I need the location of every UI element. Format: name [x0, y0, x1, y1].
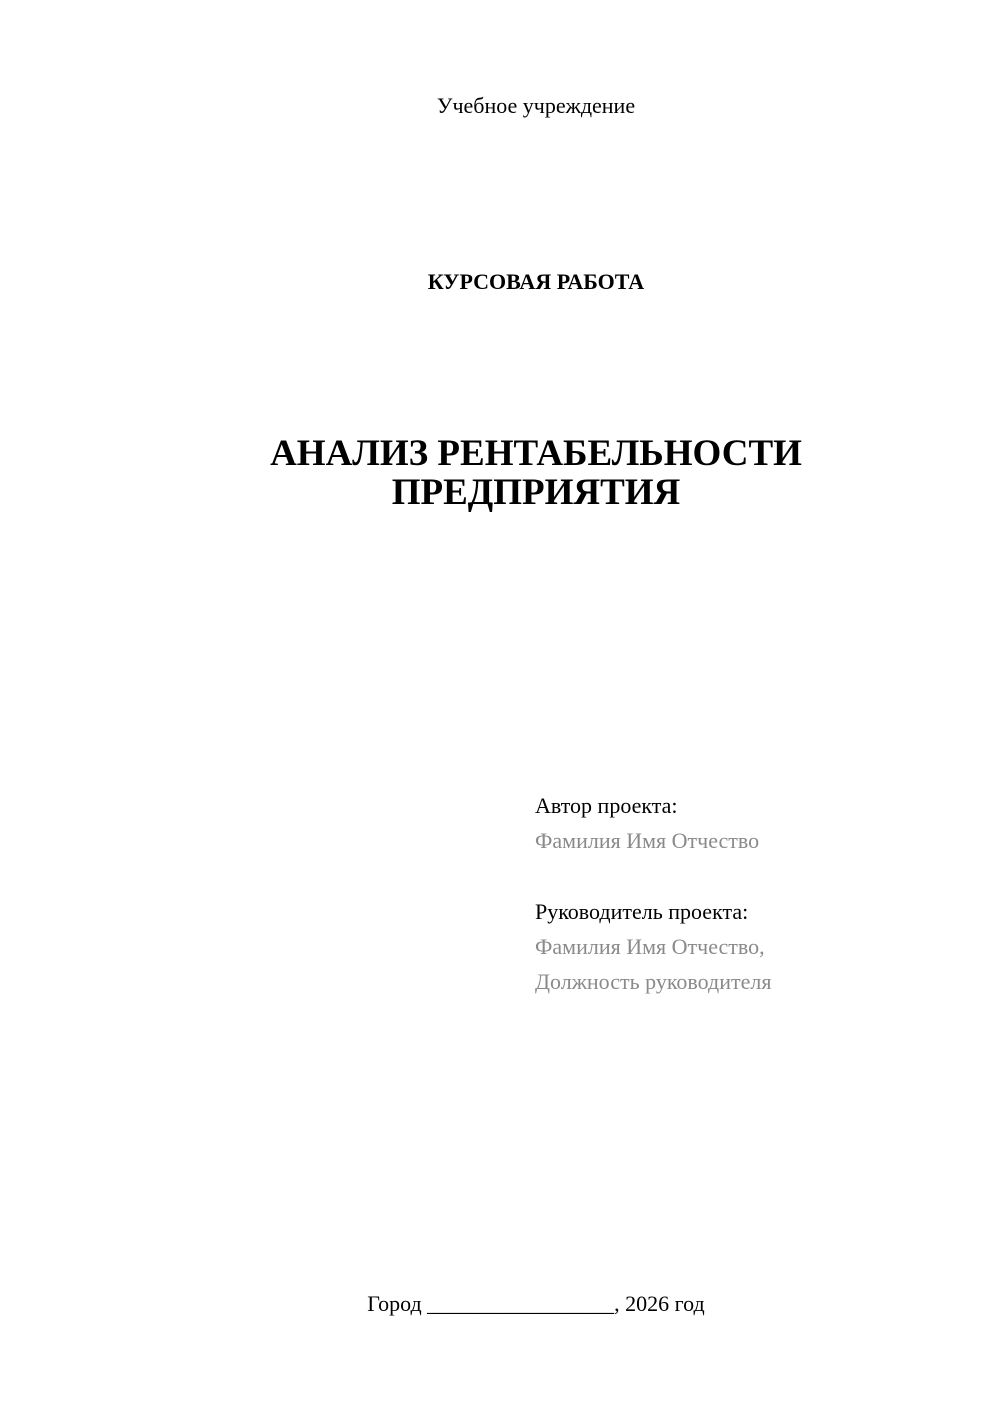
author-name: Фамилия Имя Отчество	[535, 828, 760, 853]
city-year-line: Город _________________, 2026 год	[367, 1291, 705, 1316]
author-label: Автор проекта:	[535, 793, 678, 818]
supervisor-label: Руководитель проекта:	[535, 899, 749, 924]
institution-name: Учебное учреждение	[436, 93, 636, 118]
title-line-1: АНАЛИЗ РЕНТАБЕЛЬНОСТИ	[270, 433, 802, 474]
supervisor-position: Должность руководителя	[535, 969, 772, 994]
supervisor-name: Фамилия Имя Отчество,	[535, 934, 765, 959]
credits-block	[535, 788, 975, 999]
work-type-heading: КУРСОВАЯ РАБОТА	[427, 269, 645, 294]
title-line-2: ПРЕДПРИЯТИЯ	[391, 472, 681, 513]
document-title	[0, 434, 1000, 512]
credits-spacer	[535, 858, 975, 894]
